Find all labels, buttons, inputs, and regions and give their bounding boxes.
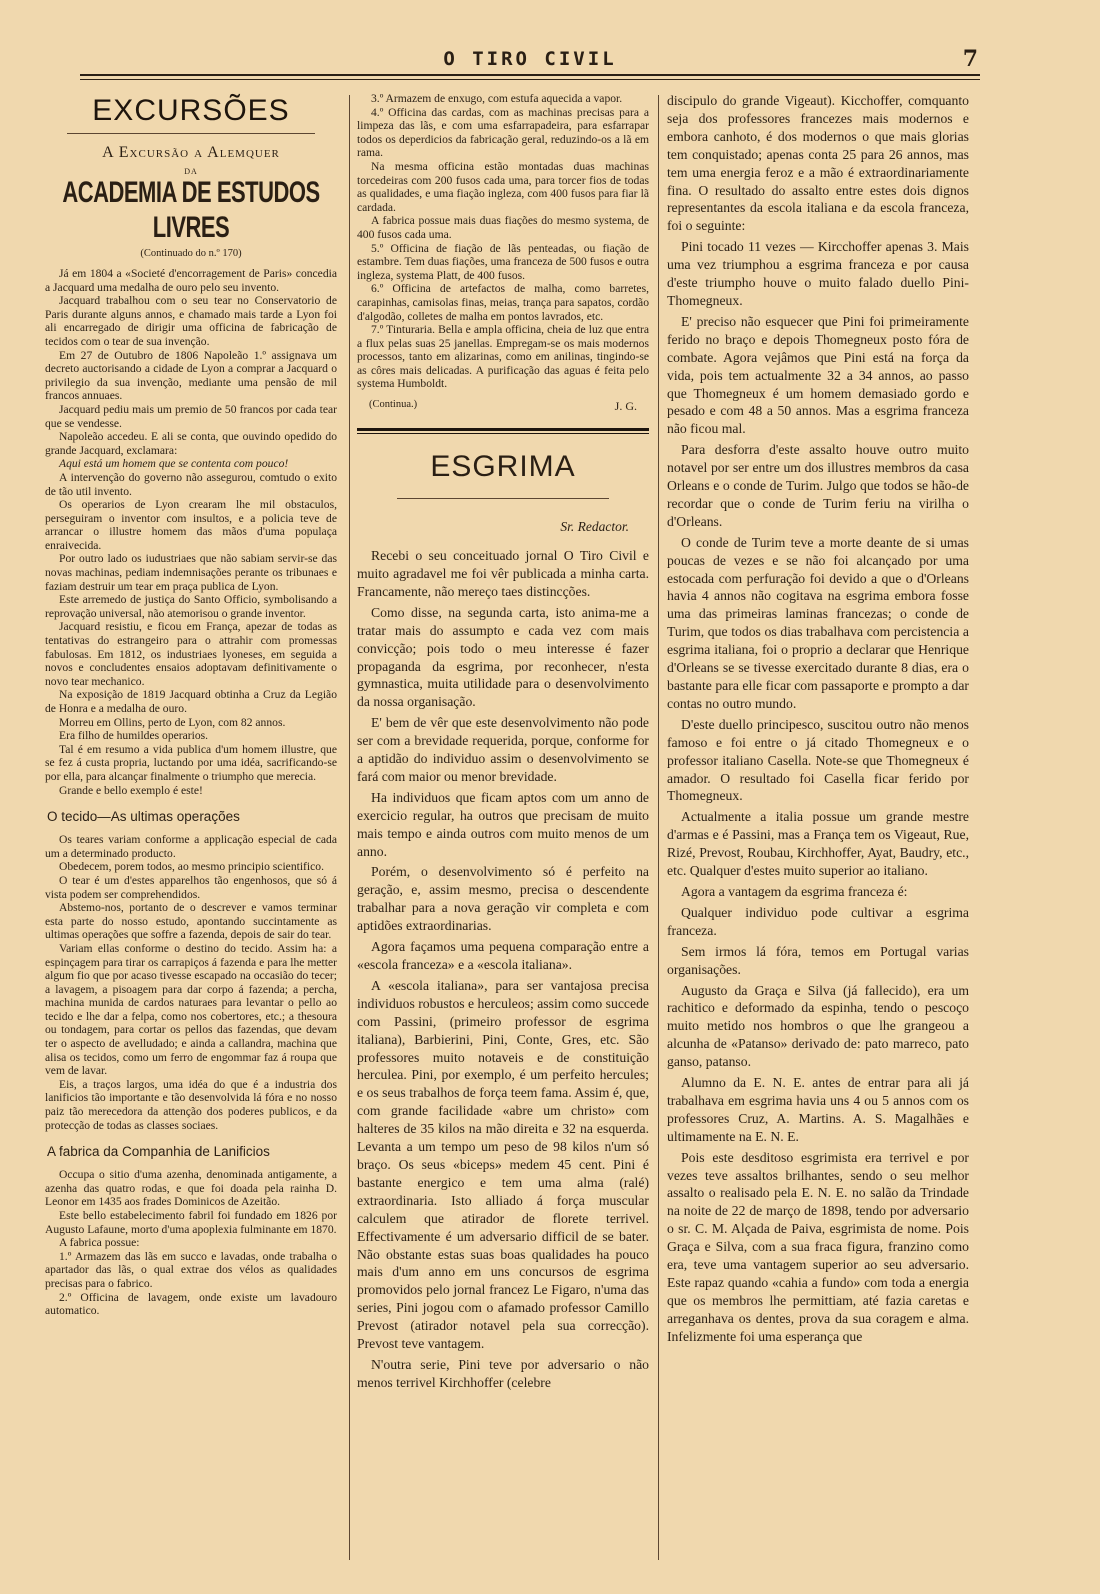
paragraph: Agora façamos uma pequena comparação entre a «escola franceza» e a «escola italiana». <box>357 939 649 972</box>
column-2 <box>357 92 649 1562</box>
paragraph: D'este duello principesco, suscitou outro não menos famoso e foi entre o já citado Thomegneux e o professor italiano Casella. Note-se que Thomegneux é amador. O resultado foi Casella ficar ferido por Thomegneux. <box>667 716 969 804</box>
paragraph-italic-quote: Aqui está um homem que se contenta com pouco! <box>59 457 289 471</box>
paragraph: Por outro lado os iudustriaes que não sabiam servir-se das novas machinas, pediam indemnisações perante os tribunaes e faziam destruir um tear em praça publica de Lyon. <box>45 552 337 593</box>
paragraph: Jacquard trabalhou com o seu tear no Conservatorio de Paris durante alguns annos, e chamado mais tarde a Lyon foi ali encarregado de dirigir uma officina de fabricação de tecidos com o tear de sua invenção. <box>45 294 337 348</box>
paragraph: O conde de Turim teve a morte deante de si umas poucas de vezes e se não foi alcançado por uma estocada com perfuração foi devido a que o d'Orleans havia 4 annos não cogitava na esgrima embora fosse uma das primeiras laminas francezas; o conde de Turim, que todos os dias trabalhava com percistencia a esgrima italiana, foi o proprio a declarar que Henrique d'Orleans se se tivesse exercitado durante 8 dias, era o bastante para elle ficar com passaporte e prompto a dar contas no outro mundo. <box>667 534 969 711</box>
salutation: Sr. Redactor. <box>560 519 629 535</box>
divider <box>67 133 315 134</box>
paragraph: Pini tocado 11 vezes — Kircchoffer apenas 3. Mais uma vez triumphou a esgrima franceza e por causa d'este triumpho houve o muito falado duello Pini-Thomegneux. <box>667 239 969 308</box>
paragraph: Agora a vantagem da esgrima franceza é: <box>681 883 908 899</box>
paragraph: 6.º Officina de artefactos de malha, como barretes, carapinhas, camisolas finas, meias, trança para sapatos, cordão d'algodão, colletes de malha em pontos lavrados, etc. <box>357 282 649 323</box>
article-body <box>45 267 337 797</box>
paragraph: 3.º Armazem de enxugo, com estufa aquecida a vapor. <box>371 92 623 105</box>
article-body <box>45 833 337 1132</box>
masthead-rule-thin <box>80 79 980 80</box>
paragraph: Actualmente a italia possue um grande mestre d'armas e é Passini, mas a França tem os Vigeaut, Rue, Rizé, Prevost, Roubau, Kirchhoffer, Ayat, Baudry, etc., etc. Qualquer d'estes muito superior ao italiano. <box>667 809 969 879</box>
paragraph: A intervenção do governo não assegurou, comtudo o exito de tão util invento. <box>45 470 337 498</box>
paragraph: Jacquard pediu mais um premio de 50 francos por cada tear que se vendesse. <box>45 402 337 430</box>
divider <box>397 498 609 499</box>
paragraph: 7.º Tinturaria. Bella e ampla officina, cheia de luz que entra a flux pelas suas 25 janellas. Empregam-se os mais modernos processos, tanto em alizarinas, como em anilinas, tingindo-se as côres mais delicadas. A purificação das aguas é feita pelo systema Humboldt. <box>357 323 649 391</box>
paragraph: 2.º Officina de lavagem, onde existe um lavadouro automatico. <box>45 1290 337 1318</box>
column-1 <box>45 92 337 1562</box>
continua-note: (Continua.) <box>369 399 418 411</box>
paragraph: 5.º Officina de fiação de lãs penteadas, ou fiação de estambre. Tem duas fiações, uma franceza de 500 fusos e outra ingleza, systema Platt, de 400 fusos. <box>357 241 649 282</box>
paragraph: Como disse, na segunda carta, isto anima-me a tratar mais do assumpto e cada vez com mais convicção; pois todo o meu interesse é fazer propaganda da esgrima, por reconhecer, n'esta gymnastica, muita utilidade para o desenvolvimento da nossa organisação. <box>357 604 649 710</box>
paragraph: Ha individuos que ficam aptos com um anno de exercicio regular, ha outros que precisam de muito mais tempo e ainda outros com muito menos de um anno. <box>357 789 649 859</box>
paragraph: Sem irmos lá fóra, temos em Portugal varias organisações. <box>667 943 969 977</box>
article-body-esgrima-continued <box>667 92 969 1346</box>
paragraph: Morreu em Ollins, perto de Lyon, com 82 annos. <box>59 715 286 729</box>
paragraph: N'outra serie, Pini teve por adversario o não menos terrivel Kirchhoffer (celebre <box>357 1356 649 1390</box>
paragraph: Eis, a traços largos, uma idéa do que é a industria dos lanificios tão importante e tão desenvolvida lá fóra e no nosso paiz tão merecedora da attenção dos poderes publicos, e da protecção de todas as classes sociaes. <box>45 1077 337 1132</box>
paragraph: Occupa o sitio d'uma azenha, denominada antigamente, a azenha das quatro rodas, e que foi doada pela rainha D. Leonor em 1435 aos frades Dominicos de Azeitão. <box>45 1168 337 1209</box>
paragraph: A fabrica possue: <box>59 1236 140 1250</box>
paragraph: Porém, o desenvolvimento só é perfeito na geração, e, assim mesmo, precisa o descendente trabalhar para a nova geração vir completa e com aptidões extraordinarias. <box>357 864 649 934</box>
paragraph: Napoleão accedeu. E ali se conta, que ouvindo opedido do grande Jacquard, exclamara: <box>45 430 337 457</box>
section-rule-thick <box>357 428 649 431</box>
masthead-rule <box>80 74 980 76</box>
column-3 <box>667 92 969 1562</box>
author-signature: J. G. <box>614 399 637 414</box>
connector-da: DA <box>184 167 198 176</box>
paragraph: Na mesma officina estão montadas duas machinas torcedeiras com 200 fusos cada uma, para torcer fios de todas as qualidades, e uma fiação ingleza, com 400 fusos para fiar lã cardada. <box>357 159 649 214</box>
paragraph: E' preciso não esquecer que Pini foi primeiramente ferido no braço e depois Thomegneux posto fóra de combate. Agora vejâmos que Pini está na força da vida, pois tem actualmente 32 a 34 annos, ao passo que Thomegneux é um homem demasiado gordo e pesado e com 48 a 50 annos. Mas a esgrima franceza não ficou mal. <box>667 313 969 437</box>
paragraph: Pois este desditoso esgrimista era terrivel e por vezes teve assaltos brilhantes, sendo o seu melhor assalto o realisado pela E. N. E. no salão da Trindade na noite de 22 de março de 1898, tendo por adversario o sr. C. M. Alçada de Paiva, esgrimista de nome. Pois Graça e Silva, com a sua fraca figura, franzino como era, teve uma vantagem superior ao seu adversario. Este rapaz quando «cahia a fundo» com toda a energia que os membros lhe permittiam, até fazia caretas e arreganhava os dentes, prova da sua coragem e alma. Infelizmente foi uma esperança que <box>667 1149 969 1344</box>
paragraph: 4.º Officina das cardas, com as machinas precisas para a limpeza das lãs, e com uma esfarrapadeira, para esfarrapar todos os deperdicios da fabricação geral, reduzindo-os a lã em rama. <box>357 105 649 160</box>
paragraph: Em 27 de Outubro de 1806 Napoleão 1.º assignava um decreto auctorisando a cidade de Lyon a comprar a Jacquard o privilegio da sua invenção, mediante uma pensão de mil francos annuaes. <box>45 348 337 403</box>
paragraph: Na exposição de 1819 Jacquard obtinha a Cruz da Legião de Honra e a medalha de ouro. <box>45 688 337 715</box>
paragraph: O tear é um d'estes apparelhos tão engenhosos, que só á vista podem ser comprehendidos. <box>45 873 337 901</box>
newspaper-title: O TIRO CIVIL <box>443 48 617 70</box>
paragraph: Os operarios de Lyon crearam lhe mil obstaculos, perseguiram o inventor com insultos, e a policia teve de arrancar o illustre homem das mãos d'uma populaça enraivecida. <box>45 498 337 552</box>
column-divider <box>658 95 659 1560</box>
paragraph: Recebi o seu conceituado jornal O Tiro Civil e muito agradavel me foi vêr publicada a minha carta. Francamente, não mereço taes distincções. <box>357 548 649 599</box>
paragraph: Este bello estabelecimento fabril foi fundado em 1826 por Augusto Lafaune, morto d'uma apoplexia fulminante em 1870. <box>45 1209 337 1236</box>
paragraph: Tal é em resumo a vida publica d'um homem illustre, que se fez á custa propria, luctando por uma idéa, sacrificando-se por ella, para alcançar finalmente o triumpho que merecia. <box>45 742 337 783</box>
paragraph: discipulo do grande Vigeaut). Kicchoffer, comquanto seja dos professores francezes mais modernos e embora canhoto, é dos modernos o que mais glorias tem conquistado; apenas conta 25 para 26 annos, mas tem uma energia feroz e a mão é extraordinariamente fina. O resultado do assalto entre estes dois dignos representantes da escola italiana e da escola franceza, foi o seguinte: <box>667 93 969 234</box>
paragraph: Já em 1804 a «Societé d'encorragement de Paris» concedia a Jacquard uma medalha de ouro pelo seu invento. <box>45 267 337 294</box>
paragraph: Qualquer individuo pode cultivar a esgrima franceza. <box>667 904 969 938</box>
article-title-academia: ACADEMIA DE ESTUDOS LIVRES <box>62 174 320 244</box>
article-body-esgrima <box>357 547 649 1392</box>
paragraph: Era filho de humildes operarios. <box>59 729 209 743</box>
paragraph: Este arremedo de justiça do Santo Officio, symbolisando a reprovação universal, não atemorisou o grande inventor. <box>45 593 337 620</box>
paragraph: Para desforra d'este assalto houve outro muito notavel por ser entre um dos illustres membros da casa Orleans e o conde de Turim. Julgo que todos se hão-de recordar que o conde de Turim feriu na virilha o d'Orleans. <box>667 442 969 529</box>
column-divider <box>349 95 350 1560</box>
paragraph: Grande e bello exemplo é este! <box>59 783 203 797</box>
article-body <box>45 1168 337 1318</box>
section-rule-thin <box>357 433 649 434</box>
paragraph: A fabrica possue mais duas fiações do mesmo systema, de 400 fusos cada uma. <box>357 214 649 241</box>
article-body <box>357 92 649 391</box>
paragraph: Jacquard resistiu, e ficou em França, apezar de todas as tentativas do estrangeiro para o attrahir com promessas fabulosas. Em 1812, os industriaes lyoneses, em seguida a novos e concludentes ensaios adoptavam definitivamente o novo tear mechanico. <box>45 620 337 688</box>
masthead <box>80 44 980 74</box>
paragraph: A «escola italiana», para ser vantajosa precisa individuos robustos e herculeos; assim como succede com Passini, (primeiro professor de esgrima italiana), Barbierini, Pini, Conte, Gres, etc. São professores muito notaveis e de constituição herculea. Pini, por exemplo, é um perfeito hercules; e os seus trabalhos de força teem fama. Assim é, que, com grande facilidade «abre um christo» com halteres de 35 kilos na mão direita e 32 na esquerda. Levanta a um tempo um peso de 98 kilos n'um só braço. Os seus «biceps» medem 45 cent. Pini é bastante energico e tem uma alma (ralé) extraordinaria. Isto alliado á força muscular calculem que atirador de florete terrivel. Effectivamente é um adversario difficil de se bater. Não obstante estas suas boas qualidades ha pouco mais d'um anno em uns concursos de esgrima promovidos pelo jornal francez Le Figaro, n'uma das series, Pini jogou com o afamado professor Camillo Prevost (atirador notavel pela sua correcção). Prevost teve vantagem. <box>357 977 649 1352</box>
paragraph: Abstemo-nos, portanto de o descrever e vamos terminar esta parte do nosso estudo, apontando succintamente as ultimas operações que soffre a fazenda, depois de sair do tear. <box>45 901 337 942</box>
section-heading-excursoes: EXCURSÕES <box>92 94 290 127</box>
page-number: 7 <box>962 46 978 72</box>
section-title-fabrica: A fabrica da Companhia de Lanificios <box>47 1144 270 1160</box>
paragraph: Obedecem, porem todos, ao mesmo principio scientifico. <box>59 860 324 874</box>
section-heading-esgrima: ESGRIMA <box>430 450 576 484</box>
continued-note: (Continuado do n.º 170) <box>140 248 242 259</box>
article-signoff <box>369 399 637 414</box>
paragraph: Os teares variam conforme a applicação especial de cada um a determinado producto. <box>45 833 337 860</box>
section-title-tecido: O tecido—As ultimas operações <box>47 809 240 825</box>
paragraph: E' bem de vêr que este desenvolvimento não pode ser com a brevidade requerida, porque, conforme for a aptidão do individuo assim o desenvolvimento se fará com maior ou menor brevidade. <box>357 715 649 784</box>
paragraph: Variam ellas conforme o destino do tecido. Assim ha: a espinçagem para tirar os carrapiços á fazenda e para lhe metter algum fio que por acaso tivesse escapado na occasião do tecer; a lavagem, a pisoagem para dar corpo á fazenda; a percha, machina munida de cardos naturaes para levantar o pello ao tecido e lhe dar a felpa, como nos cobertores, etc.; a thesoura ou tondagem, para cortar os pellos das fazendas, que devam ter o aspecto de avelludado; e ainda a callandra, machina que alisa os tecidos, como um ferro de engommar faz á roupa que vem de lavar. <box>45 941 337 1078</box>
paragraph: 1.º Armazem das lãs em succo e lavadas, onde trabalha o apartador das lãs, o qual extrae dos vélos as qualidades precisas para o fabrico. <box>45 1249 337 1290</box>
article-subheading: A Excursão a Alemquer <box>102 144 280 161</box>
paragraph: Alumno da E. N. E. antes de entrar para ali já trabalhava em esgrima havia uns 4 ou 5 annos com os professores Cruz, A. Martins. A. S. Magalhães e ultimamente na E. N. E. <box>667 1075 969 1144</box>
paragraph: Augusto da Graça e Silva (já fallecido), era um rachitico e deformado da espinha, tendo o pescoço muito metido nos hombros o que lhe grangeou a alcunha de «Patanso» derivado de: pato marreco, pato ganso, patanso. <box>667 982 969 1070</box>
